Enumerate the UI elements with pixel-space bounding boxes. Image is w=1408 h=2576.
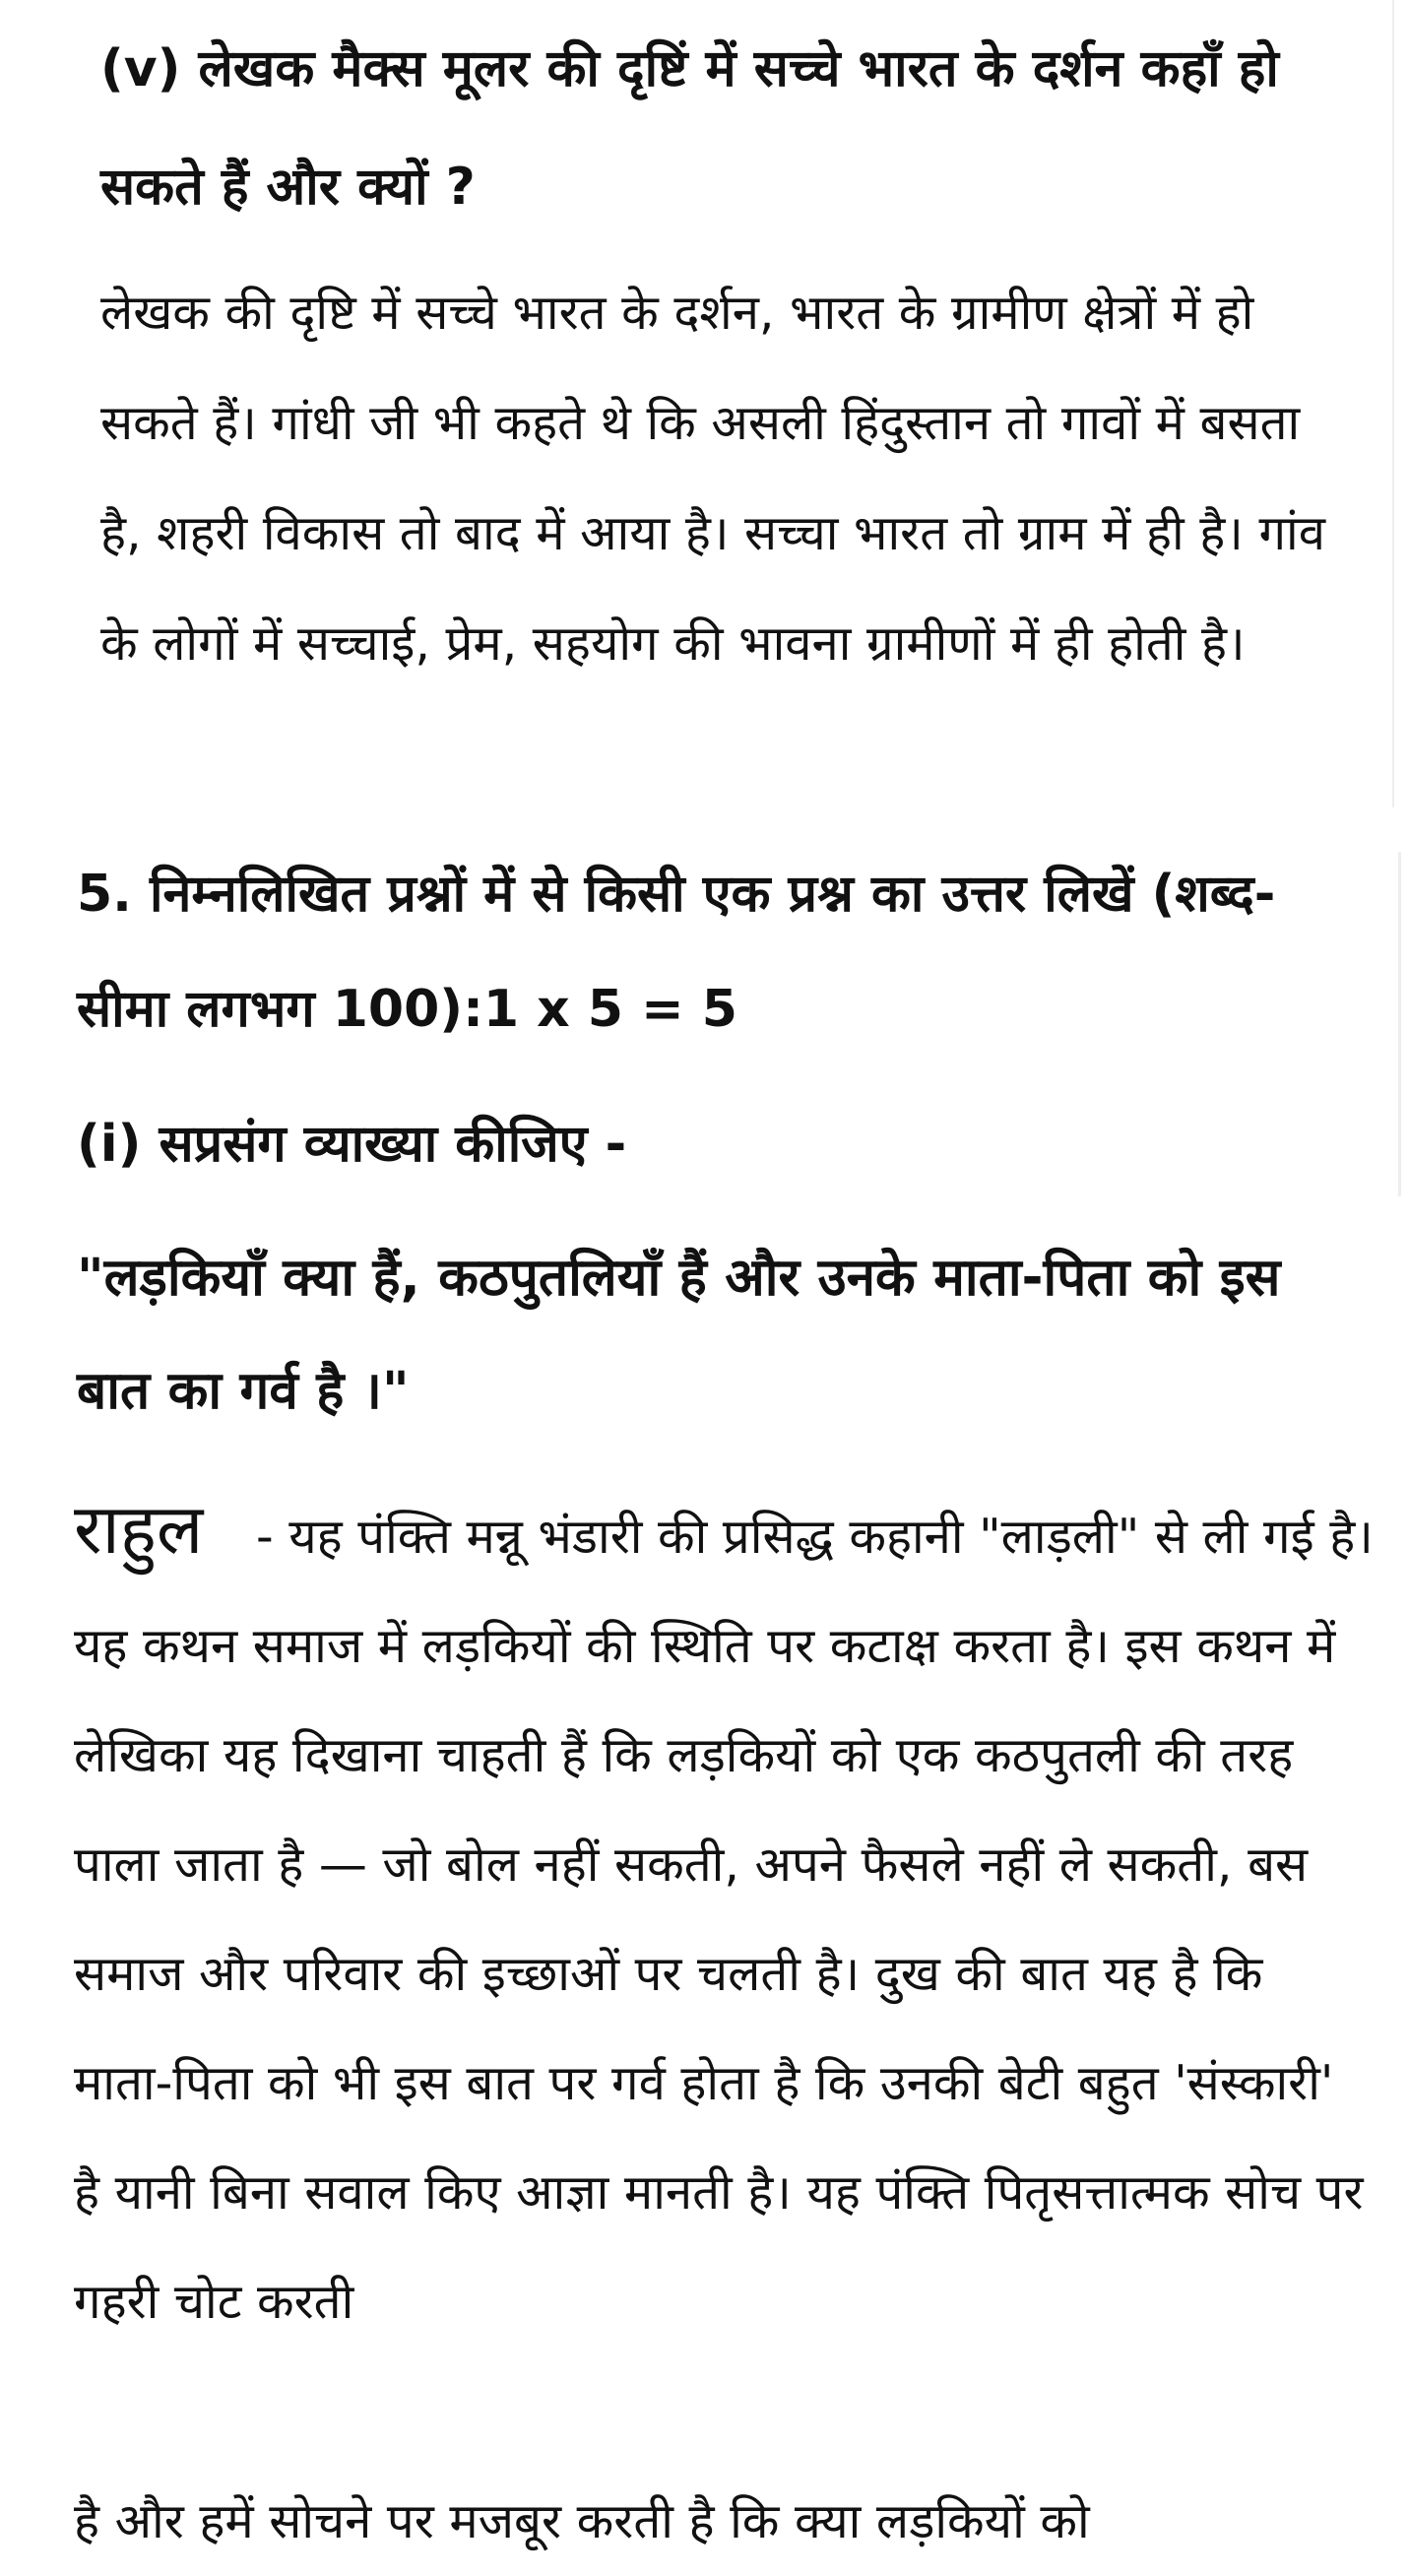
question-v bbox=[100, 10, 1338, 246]
sub-question-i bbox=[77, 1090, 1354, 1198]
answer-v bbox=[100, 258, 1338, 699]
answer-panel bbox=[12, 0, 1394, 807]
cut-off-line: है और हमें सोचने पर मजबूर करती है कि क्या लड़कियों को bbox=[74, 2493, 1090, 2549]
answer-rahul bbox=[74, 1475, 1374, 2356]
question-5 bbox=[77, 837, 1354, 1067]
right-edge-divider bbox=[1398, 852, 1401, 1196]
answer-rahul-text: - यह पंक्ति मन्नू भंडारी की प्रसिद्ध कहानी "लाड़ली" से ली गई है। यह कथन समाज में लड़कियों की स्थिति पर कटाक्ष करता है। इस कथन में लेखिका यह दिखाना चाहती हैं कि लड़कियों को एक कठपुतली की तरह पाला जाता है — जो बोल नहीं सकती, अपने फैसले नहीं ले सकती, बस समाज और परिवार की इच्छाओं पर चलती है। दुख की बात यह है कि माता-पिता को भी इस बात पर गर्व होता है कि उनकी बेटी बहुत 'संस्कारी' है यानी बिना सवाल किए आज्ञा मानती है। यह पंक्ति पितृसत्तात्मक सोच पर गहरी चोट करती bbox=[74, 1509, 1374, 2330]
student-name: राहुल bbox=[74, 1489, 204, 1570]
quoted-line bbox=[77, 1221, 1354, 1448]
answer-v-text: लेखक की दृष्टि में सच्चे भारत के दर्शन, भारत के ग्रामीण क्षेत्रों में हो सकते हैं। गांधी जी भी कहते थे कि असली हिंदुस्तान तो गावों में बसता है, शहरी विकास तो बाद में आया है। सच्चा भारत तो ग्राम में ही है। गांव के लोगों में सच्चाई, प्रेम, सहयोग की भावना ग्रामीणों में ही होती है। bbox=[100, 285, 1325, 672]
question-v-text: लेखक मैक्स मूलर की दृष्टिं में सच्चे भारत के दर्शन कहाँ हो सकते हैं और क्यों ? bbox=[100, 39, 1279, 217]
sub-question-i-text: सप्रसंग व्याख्या कीजिए - bbox=[159, 1115, 627, 1174]
quoted-line-text: "लड़कियाँ क्या हैं, कठपुतलियाँ हैं और उनके माता-पिता को इस बात का गर्व है ।" bbox=[77, 1248, 1281, 1421]
question-v-label: (v) bbox=[100, 39, 181, 98]
question-5-text: निम्नलिखित प्रश्नों में से किसी एक प्रश्न का उत्तर लिखें (शब्द-सीमा लगभग 100):1 x 5 = 5 bbox=[77, 865, 1276, 1039]
sub-question-i-label: (i) bbox=[77, 1115, 142, 1174]
question-5-number: 5. bbox=[77, 865, 132, 924]
